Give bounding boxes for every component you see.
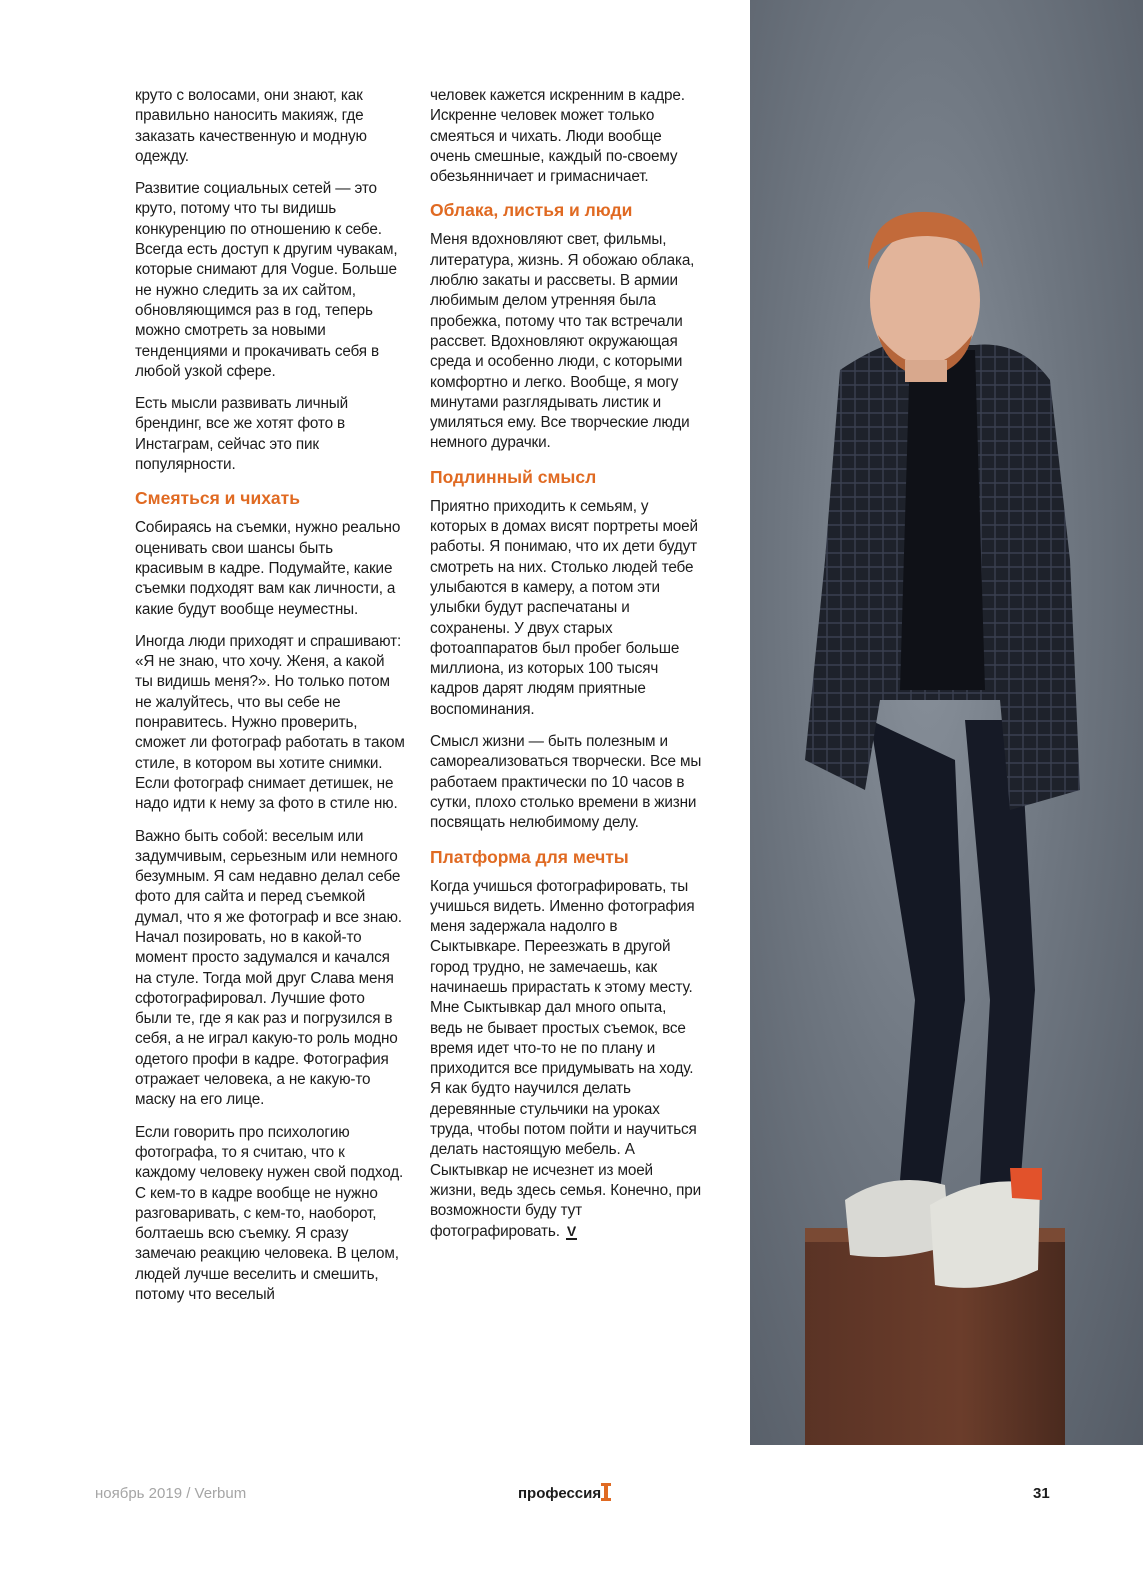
paragraph-text: Когда учишься фотографировать, ты учишься видеть. Именно фотография меня задержала надолго в Сыктывкаре. Переезжать в другой город трудно, не замечаешь, как начинаешь прирастать к этому месту. Мне Сыктывкар дал много опыта, ведь не бывает простых съемок, все время идет что-то не по плану и приходится все придумывать на ходу. Я как будто научился делать деревянные стульчики на уроках труда, чтобы потом пойти и научиться делать настоящую мебель. А Сыктывкар не исчезнет из моей жизни, ведь здесь семья. Конечно, при возможности буду тут фотографировать. (430, 877, 702, 1240)
article-column-left (135, 86, 405, 1317)
paragraph (135, 632, 405, 815)
paragraph-text: Есть мысли развивать личный брендинг, все же хотят фото в Инстаграм, сейчас это пик популярности. (135, 395, 349, 474)
paragraph-text: Развитие социальных сетей — это круто, потому что ты видишь конкуренцию по отношению к себе. Всегда есть доступ к другим чувакам, которые снимают для Vogue. Больше не нужно следить за их сайтом, обновляющимся раз в год, теперь можно смотреть за новыми тенденциями и прокачивать себя в любой узкой сфере. (135, 180, 398, 380)
paragraph (135, 1123, 405, 1306)
section-heading (430, 466, 702, 488)
article-end-mark: V (566, 1222, 577, 1239)
paragraph-text: Собираясь на съемки, нужно реально оценивать свои шансы быть красивым в кадре. Подумайте, какие съемки подходят вам как личности, а какие будут вообще неуместны. (135, 519, 401, 618)
paragraph-text: Приятно приходить к семьям, у которых в домах висят портреты моей работы. Я понимаю, что их дети будут смотреть на них. Столько людей тебе улыбаются в камеру, а потом эти улыбки будут распечатаны и сохранены. У двух старых фотоаппаратов был пробег больше миллиона, из которых 100 тысяч кадров дарят людям приятные воспоминания. (430, 497, 698, 718)
section-heading (135, 487, 405, 509)
portrait-photo (750, 0, 1143, 1445)
issue-label: ноябрь 2019 / Verbum (95, 1485, 247, 1502)
section-marker-icon (604, 1483, 608, 1501)
paragraph-text: Иногда люди приходят и спрашивают: «Я не знаю, что хочу. Женя, а какой ты видишь меня?». Но только потом не жалуйтесь, что вы себе не понравитесь. Нужно проверить, сможет ли фотограф работать в таком стиле, в котором вы хотите снимки. Если фотограф снимает детишек, не надо идти к нему за фото в стиле ню. (135, 632, 405, 813)
paragraph-text: Подлинный смысл (430, 466, 597, 487)
paragraph-text: Платформа для мечты (430, 846, 629, 867)
paragraph-text: Облака, листья и люди (430, 200, 633, 221)
paragraph (430, 497, 702, 720)
paragraph (430, 877, 702, 1242)
paragraph (430, 86, 702, 187)
paragraph-text: круто с волосами, они знают, как правильно наносить макияж, где заказать качественную и модную одежду. (135, 87, 367, 165)
paragraph (135, 394, 405, 475)
paragraph-text: Важно быть собой: веселым или задумчивым, серьезным или немного безумным. Я сам недавно делал себе фото для сайта и перед съемкой думал, что я же фотограф и все знаю. Начал позировать, но в какой-то момент просто задумался и качался на стуле. Тогда мой друг Слава меня сфотографировал. Лучшие фото были те, где я как раз и погрузился в себя, а не играл какую-то роль модно одетого профи в кадре. Фотография отражает человека, а не какую-то маску на его лице. (135, 827, 402, 1109)
paragraph (135, 86, 405, 167)
paragraph-text: Меня вдохновляют свет, фильмы, литература, жизнь. Я обожаю облака, люблю закаты и рассветы. В армии любимым делом утренняя была пробежка, потому что так встречали рассвет. Вдохновляют окружающая среда и особенно люди, с которыми комфортно и легко. Вообще, я могу минутами разглядывать листик и умиляться ему. Все творческие люди немного дурачки. (430, 231, 695, 452)
paragraph-text: человек кажется искренним в кадре. Искренне человек может только смеяться и чихать. Люди вообще очень смешные, каждый по-своему обезьянничает и гримасничает. (430, 87, 685, 186)
paragraph-text: Смысл жизни — быть полезным и самореализоваться творчески. Все мы работаем практически по 10 часов в сутки, плохо столько времени в жизни посвящать нелюбимому делу. (430, 733, 702, 832)
paragraph-text: Если говорить про психологию фотографа, то я считаю, что к каждому человеку нужен свой подход. С кем-то в кадре вообще не нужно разговаривать, с кем-то, наоборот, болтаешь всю съемку. Я сразу замечаю реакцию человека. В целом, людей лучше веселить и смешить, потому что веселый (135, 1123, 404, 1304)
paragraph (135, 518, 405, 619)
article-column-middle (430, 86, 702, 1254)
paragraph-text: Смеяться и чихать (135, 488, 300, 509)
section-heading (430, 846, 702, 868)
section-label: профессия (518, 1485, 602, 1502)
section-heading (430, 199, 702, 221)
paragraph (135, 179, 405, 382)
page-footer (0, 1484, 1143, 1508)
paragraph (430, 230, 702, 453)
paragraph (430, 732, 702, 833)
page-number: 31 (1033, 1485, 1050, 1502)
paragraph (135, 827, 405, 1111)
portrait-illustration (750, 0, 1143, 1445)
